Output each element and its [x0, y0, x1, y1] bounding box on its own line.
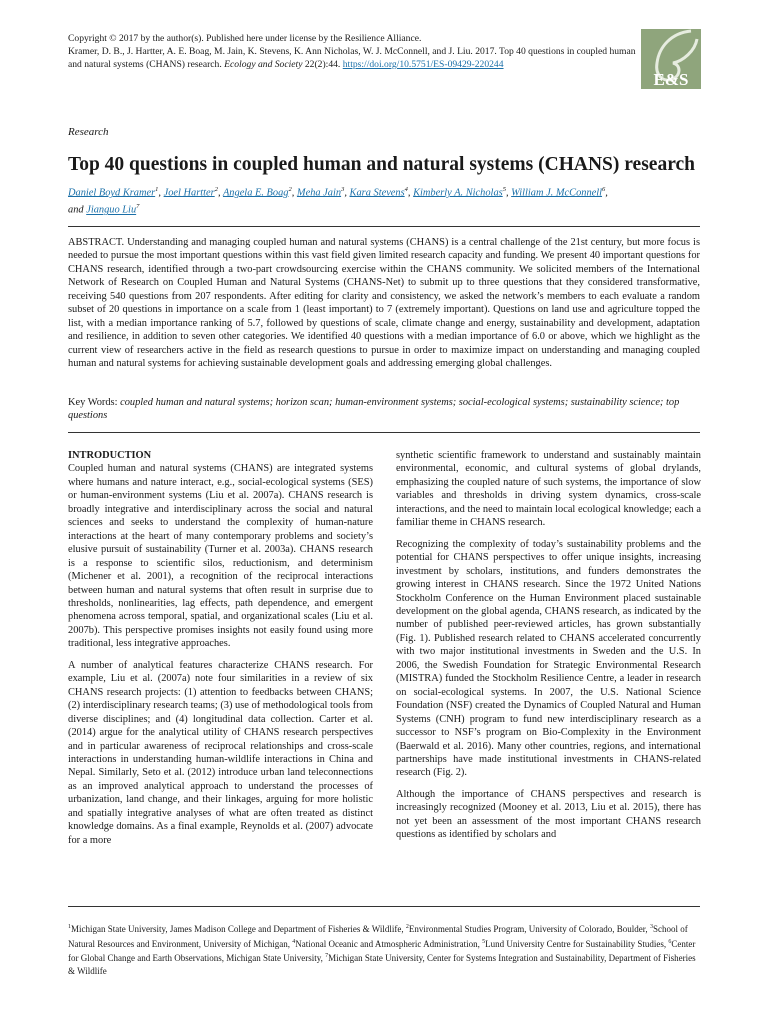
footnote-number: 7 — [325, 953, 329, 959]
citation — [68, 45, 636, 71]
author-affiliation-number: 2 — [288, 186, 292, 193]
footnote-text: National Oceanic and Atmospheric Administration, — [295, 938, 483, 949]
section-label: Research — [68, 126, 109, 138]
rule-top — [68, 226, 700, 227]
footnote-number: 5 — [482, 938, 486, 945]
affiliations-footnotes — [68, 921, 700, 977]
author-link[interactable]: Joel Hartter — [163, 187, 215, 199]
paragraph: synthetic scientific framework to understand and sustainably maintain environmental, economic, and cultural systems of global drylands, emphasizing the coupled nature of such systems, the importance of slow variables and thresholds in driving system dynamics, cross-scale interactions, and the need to maintain local ecological knowledge; each a familiar theme in CHANS research. — [396, 450, 701, 529]
authors-and: and — [68, 204, 84, 216]
paragraph: Although the importance of CHANS perspectives and research is increasingly recognized (Mooney et al. 2013, Liu et al. 2015), there has not yet been an assessment of the most important CHANS research questions as identified by scholars and — [396, 788, 701, 841]
rule-abstract — [68, 432, 700, 433]
rule-footnotes — [68, 906, 700, 907]
footnote-text: Environmental Studies Program, University of Colorado, Boulder, — [408, 924, 650, 934]
paragraph: Coupled human and natural systems (CHANS) are integrated systems where humans and nature interact, e.g., social-ecological systems (SES) or human-environment systems (Liu et al. 2007a). CHANS research is broadly integrative and interdisciplinary across the social and natural sciences and seeks to understand the complexity of human-nature interactions at the heart of many contemporary problems and society’s elusive pursuit of sustainability (Turner et al. 2003a). CHANS research is a response to scientific silos, reductionism, and determinism (Michener et al. 2001), a recognition of the reciprocal interactions between human and natural systems that often result in surprise due to thresholds, nonlinearities, lag effects, path dependence, and emergent phenomena across temporal, spatial, and organizational scales (Liu et al. 2007b). This perspective promises insights not easily found using more traditional, less integrative approaches. — [68, 463, 373, 650]
citation-text: Kramer, D. B., J. Hartter, A. E. Boag, M. Jain, K. Stevens, K. Ann Nicholas, W. J. McConnell, and J. Liu. 2017. Top 40 questions in coupled human and natural systems (CHANS) research. — [68, 46, 636, 70]
copyright-line: Copyright © 2017 by the author(s). Published here under license by the Resilience Alliance. — [68, 33, 422, 44]
author-link[interactable]: Kimberly A. Nicholas — [413, 187, 503, 199]
footnote-number: 6 — [668, 938, 672, 945]
author-link[interactable]: Kara Stevens — [349, 187, 405, 199]
author-link[interactable]: Angela E. Boag — [222, 187, 289, 199]
column-right — [396, 449, 701, 850]
keywords — [68, 396, 700, 423]
footnote-number: 3 — [649, 924, 653, 930]
footnote-text: Michigan State University, Center for Systems Integration and Sustainability, Department of Fisheries & Wildlife — [68, 953, 696, 976]
paragraph: A number of analytical features characterize CHANS research. For example, Liu et al. (2007a) note four similarities in a review of six CHANS research projects: (1) attention to feedbacks between CHANS; (2) interdisciplinary research teams; (3) use of methodological tools from diverse disciplines; and (4) longitudinal data collection. Carter et al. (2014) argue for the analytical utility of CHANS research perspectives and in particular awareness of reciprocal relationships and cross-scale interactions in understanding human-wildlife interactions in China and Nepal. Similarly, Seto et al. (2012) introduce urban land teleconnections as an improved analytical approach to understand the processes of urbanization, land change, and their linkages, arguing for more holistic and spatially integrative analyses of what are often treated as distinct knowledge domains. As a final example, Reynolds et al. (2007) advocate for a more — [68, 659, 373, 846]
footnote-number: 4 — [292, 938, 296, 945]
author-affiliation-number: 2 — [214, 186, 218, 193]
journal-volume: 22(2):44. — [304, 59, 341, 70]
journal-logo — [641, 29, 701, 89]
copyright-block — [68, 32, 636, 71]
author-link[interactable]: Meha Jain — [296, 187, 342, 199]
author-affiliation-number: 3 — [341, 186, 345, 193]
abstract: ABSTRACT. Understanding and managing coupled human and natural systems (CHANS) is a central challenge of the 21st century, but more focus is needed to pursue the most important questions within this vast field given limited research capacity and funding. We present 40 important questions for CHANS research, identified through a two-part crowdsourcing exercise within the CHANS community. We solicited members of the International Network of Research on Coupled Human and Natural Systems (CHANS-Net) to submit up to three questions that they considered transformative, receiving 540 questions from 207 respondents. After editing for clarity and consistency, we asked the network’s members to each evaluate a random subset of 20 questions in importance on a scale from 1 (least important) to 7 (extremely important). Questions on land use and agriculture topped the list, with a median importance ranking of 5.7, followed by questions of scale, climate change and energy, sustainability and development, adaptation and resilience, in addition to seven other categories. We identified 40 questions with a median importance of 6.0 or above, which we highlight as the current view of researchers active in the field as research questions to pursue in order to maximize impact on understanding and managing coupled human and natural systems for achieving sustainable development goals and addressing emerging global challenges. — [68, 237, 700, 370]
author-affiliation-number: 5 — [502, 186, 506, 193]
footnote-text: Lund University Centre for Sustainability Studies, — [485, 938, 669, 949]
keywords-label: Key Words: — [68, 397, 118, 408]
author-affiliation-number: 4 — [404, 186, 408, 193]
keywords-values: coupled human and natural systems; horizon scan; human-environment systems; social-ecological systems; sustainability science; top questions — [68, 397, 680, 422]
logo-text: E&S — [653, 70, 689, 89]
author-affiliation-number: 1 — [155, 186, 159, 193]
doi-link[interactable]: https://doi.org/10.5751/ES-09429-220244 — [342, 59, 504, 70]
author-affiliation-number: 6 — [602, 186, 606, 193]
footnote-number: 2 — [405, 924, 409, 930]
author-affiliation-number: 7 — [136, 203, 140, 211]
footnote-text: Center for Global Change and Earth Observations, Michigan State University, — [68, 938, 696, 963]
footnote-text: Michigan State University, James Madison College and Department of Fisheries & Wildlife, — [71, 924, 406, 934]
journal-name: Ecology and Society — [224, 59, 303, 70]
author-list: Daniel Boyd Kramer$^1$, Joel Hartter$^2$, Angela E. Boag$^2$, Meha Jain$^3$, Kara Stevens$^4$, Kimberly A. Nicholas$^5$, William J. McConnell$^6$, and Jianguo Liu$^7$ — [68, 186, 608, 216]
section-heading-introduction: INTRODUCTION — [68, 450, 152, 461]
author-link[interactable]: William J. McConnell — [511, 187, 603, 199]
author-link[interactable]: Daniel Boyd Kramer — [68, 187, 156, 199]
footnote-number: 1 — [68, 924, 71, 930]
footnote-text: School of Natural Resources and Environment, University of Michigan, — [68, 924, 688, 949]
paragraph: Recognizing the complexity of today’s sustainability problems and the potential for CHANS perspectives to offer unique insights, increasing investment by scholars, institutions, and funders demonstrates the growing interest in CHANS research. Since the 1972 United Nations Stockholm Conference on the Human Environment placed sustainable development on the global agenda, CHANS research, as indicated by the number of published peer-reviewed articles, has grown substantially (Fig. 1). Published research related to CHANS accelerated concurrently with two major institutional investments in Sweden and the U.S. In 2006, the Swedish Foundation for Strategic Environmental Research (MISTRA) funded the Stockholm Resilience Centre, a leader in research on social-ecological systems. In 2007, the U.S. National Science Foundation (NSF) created the Dynamics of Coupled Natural and Human Systems (CNH) program to fund new interdisciplinary research as a successor to NSF’s program on Bio-Complexity in the Environment (Baerwald et al. 2016). Many other countries, regions, and international partnerships have made institutional investments in CHANS-related research (Fig. 2). — [396, 538, 701, 779]
article-title: Top 40 questions in coupled human and natural systems (CHANS) research — [68, 154, 695, 175]
author-link[interactable]: Jianguo Liu — [86, 204, 137, 216]
column-left — [68, 449, 373, 855]
